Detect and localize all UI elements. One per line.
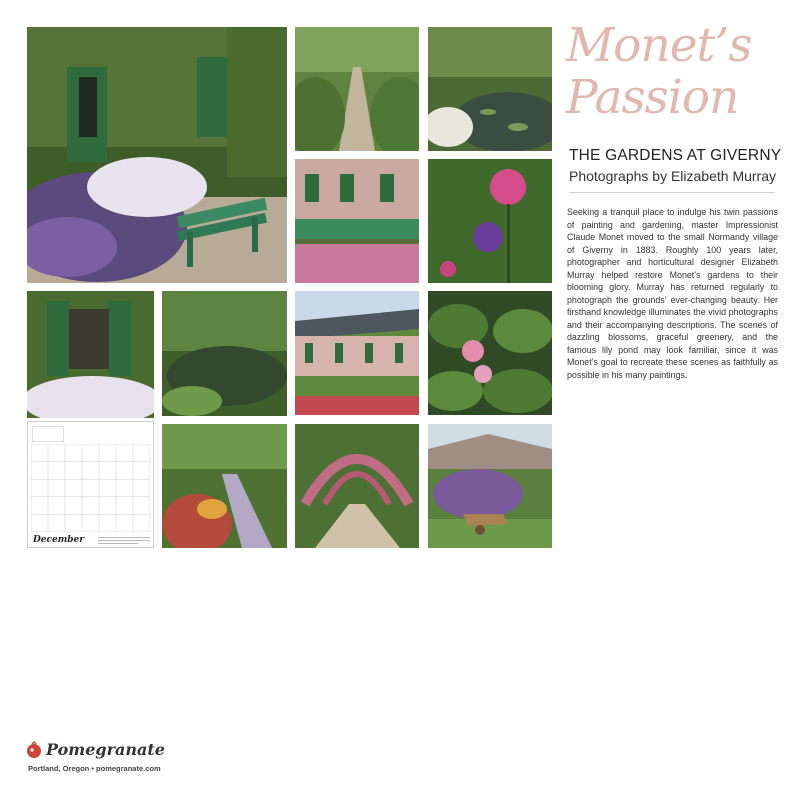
photo-monet-house: [295, 291, 419, 415]
photo-wheelbarrow: [428, 424, 552, 548]
divider: [569, 192, 775, 193]
photo-dahlia-allium: [428, 159, 552, 283]
photo-green-bench: [27, 27, 287, 283]
calendar-fine-print: [98, 537, 150, 544]
mini-month-grid: [32, 426, 64, 442]
photo-green-window: [27, 291, 154, 418]
photo-house-railings: [295, 159, 419, 283]
photo-water-lilies: [428, 291, 552, 415]
photo-flower-border: [162, 424, 287, 548]
calendar-title: [566, 20, 786, 124]
pomegranate-logo-icon: [25, 741, 43, 759]
calendar-page-thumbnail: [27, 421, 154, 548]
description-text: Seeking a tranquil place to indulge his twin passions of painting and gardening, master Impressionist Claude Monet moved to the small Normandy village of Giverny in 1883. Roughly 100 years later, photographer and horticultural designer Elizabeth Murray helped restore Monet’s gardens to their blooming glory. Murray has returned regularly to photograph the grounds’ ever-changing beauty. Her firsthand knowledge illuminates the vivid photographs and their accompanying descriptions. The scenes of dazzling blossoms, graceful greenery, and the famous lily pond may look familiar, since it was Monet’s goal to recreate these scenes as faithfully as possible in his many paintings.: [567, 207, 778, 380]
publisher-name: Pomegranate: [46, 740, 165, 759]
photo-water-garden: [162, 291, 287, 416]
subtitle: THE GARDENS AT GIVERNY: [569, 147, 782, 164]
photo-lily-pond: [428, 27, 552, 151]
photo-rose-arches: [295, 424, 419, 548]
title-line-1: Monet’s: [566, 18, 752, 73]
calendar-month-label: December: [33, 535, 85, 545]
calendar-grid: [31, 444, 150, 532]
byline: Photographs by Elizabeth Murray: [569, 168, 776, 184]
photo-garden-path: [295, 27, 419, 151]
title-line-2: Passion: [566, 70, 739, 125]
publisher-location: Portland, Oregon • pomegranate.com: [28, 764, 161, 773]
